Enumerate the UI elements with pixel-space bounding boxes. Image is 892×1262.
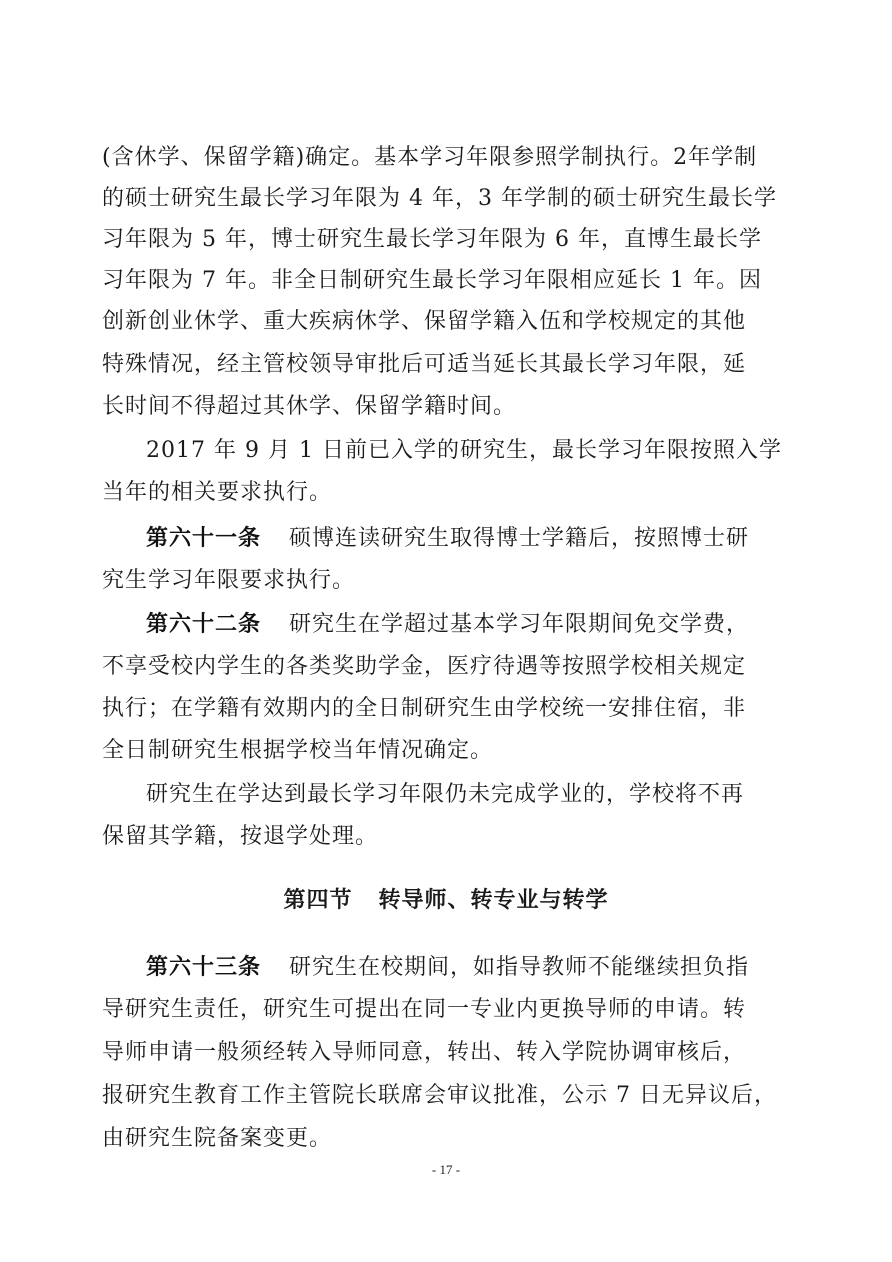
article-62-text: 研究生在学超过基本学习年限期间免交学费，: [289, 612, 750, 637]
article-63-line-5: 由研究生院备案变更。: [102, 1126, 333, 1151]
paragraph-5-line-1: 研究生在学达到最长学习年限仍未完成学业的，学校将不再: [146, 782, 745, 807]
article-63-line-1: [146, 953, 749, 983]
paragraph-1-line-3: 习年限为 5 年，博士研究生最长学习年限为 6 年，直博生最长学: [102, 227, 762, 252]
paragraph-5-line-2: 保留其学籍，按退学处理。: [102, 824, 379, 849]
paragraph-2-line-1: 2017 年 9 月 1 日前已入学的研究生，最长学习年限按照入学: [146, 438, 782, 463]
paragraph-1-line-2: 的硕士研究生最长学习年限为 4 年，3 年学制的硕士研究生最长学: [102, 186, 777, 211]
section-title: 转导师、转专业与转学: [378, 888, 609, 913]
article-63-text: 研究生在校期间，如指导教师不能继续担负指: [289, 955, 750, 980]
page-number: - 17 -: [431, 1162, 461, 1177]
article-62-heading: 第六十二条: [146, 612, 262, 637]
paragraph-1-line-6: 特殊情况，经主管校领导审批后可适当延长其最长学习年限，延: [102, 352, 747, 377]
article-61-line-1: [146, 524, 749, 554]
paragraph-2-line-2: 当年的相关要求执行。: [102, 480, 333, 505]
paragraph-1-line-7: 长时间不得超过其休学、保留学籍时间。: [102, 394, 517, 419]
article-61-line-2: 究生学习年限要求执行。: [102, 568, 356, 593]
article-63-line-3: 导师申请一般须经转入导师同意，转出、转入学院协调审核后，: [102, 1040, 747, 1065]
article-63-heading: 第六十三条: [146, 955, 262, 980]
article-62-line-4: 全日制研究生根据学校当年情况确定。: [102, 738, 494, 763]
article-62-line-3: 执行；在学籍有效期内的全日制研究生由学校统一安排住宿，非: [102, 696, 747, 721]
paragraph-1-line-1: (含休学、保留学籍)确定。基本学习年限参照学制执行。2年学制: [102, 145, 758, 170]
paragraph-1-line-4: 习年限为 7 年。非全日制研究生最长学习年限相应延长 1 年。因: [102, 268, 762, 293]
article-63-line-2: 导研究生责任，研究生可提出在同一专业内更换导师的申请。转: [102, 997, 747, 1022]
section-number: 第四节: [283, 888, 353, 913]
paragraph-1-line-5: 创新创业休学、重大疾病休学、保留学籍入伍和学校规定的其他: [102, 309, 747, 334]
article-62-line-2: 不享受校内学生的各类奖助学金，医疗待遇等按照学校相关规定: [102, 654, 747, 679]
article-61-text: 硕博连读研究生取得博士学籍后，按照博士研: [289, 526, 750, 551]
section-heading: [0, 886, 892, 916]
article-61-heading: 第六十一条: [146, 526, 262, 551]
article-63-line-4: 报研究生教育工作主管院长联席会审议批准，公示 7 日无异议后，: [102, 1083, 777, 1108]
article-62-line-1: [146, 610, 749, 640]
